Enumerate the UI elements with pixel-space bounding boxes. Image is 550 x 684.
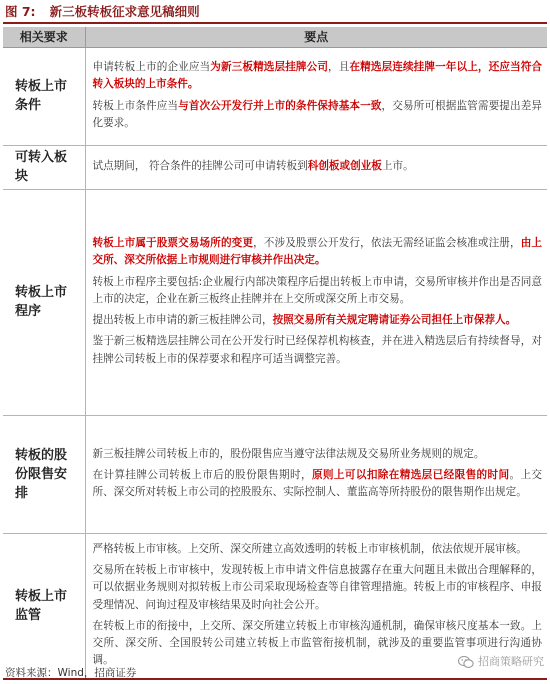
points-cell: [85, 47, 547, 145]
point-text: 上市。: [381, 159, 414, 172]
point-text: ，不涉及股票公开发行，依法无需经证监会核准或注册，: [253, 237, 521, 250]
point-text: 鉴于新三板精选层挂牌公司在公开发行时已经保荐机构核查，并在进入精选层后有持续督导，对挂牌公司转板上市的保荐要求和程序可适当调整完善。: [92, 335, 542, 365]
table-row: [3, 145, 547, 189]
figure-label: 图 7:: [5, 4, 36, 19]
point-text: 新三板挂牌公司转板上市的，股份限售应当遵守法律法规及交易所业务规则的规定。: [92, 447, 485, 460]
highlight-text: 按照交易所有关规定聘请证券公司担任上市保荐人。: [272, 314, 517, 327]
requirement-cell: 转板上市程序: [3, 189, 85, 415]
point-text: 。上交所、深交所对转板上市公司的控股股东、实际控制人、董监高等所持股份的限售期作出规定。: [92, 468, 543, 499]
point-paragraph: [93, 158, 543, 175]
point-text: 申请转板上市的企业应当: [92, 61, 211, 74]
point-text: 在计算挂牌公司转板上市后的股份限售期时，: [92, 468, 312, 481]
point-text: ，且: [328, 61, 350, 74]
point-text: ，交易所可根据监管需要提出差异化要求。: [92, 99, 543, 129]
requirement-cell: 转板的股份限售安排: [3, 415, 85, 533]
point-paragraph: [93, 446, 543, 463]
watermark-text: 招商策略研究: [478, 655, 544, 668]
table-row: [3, 415, 547, 533]
table-row: [3, 47, 547, 145]
point-text: 提出转板上市申请的新三板挂牌公司，: [92, 314, 273, 327]
highlight-text: 转板上市属于股票交易场所的变更: [92, 237, 254, 250]
point-paragraph: [93, 98, 543, 132]
table-header-row: [3, 27, 547, 47]
source-note: 资料来源：Wind，招商证券: [5, 667, 137, 679]
highlight-text: 由上交所、深交所依据上市规则进行审核并作出决定。: [92, 237, 543, 267]
point-paragraph: [93, 235, 543, 269]
requirement-cell: 可转入板块: [3, 145, 85, 189]
point-text: 交易所在转板上市审核中，发现转板上市申请文件信息披露存在重大问题且未做出合理解释的，可以依据业务规则对拟转板上市公司采取现场检查等自律管理措施。转板上市的审核程序、申报受理情况、问询过程及审核结果及时向社会公开。: [92, 564, 542, 611]
points-cell: [85, 189, 547, 415]
point-paragraph: [93, 274, 543, 308]
watermark: [458, 655, 544, 669]
point-text: 转板上市条件应当: [92, 99, 179, 112]
highlight-text: 与首次公开发行并上市的条件保持基本一致: [178, 99, 382, 112]
table-row: [3, 189, 547, 415]
requirements-table: [3, 27, 547, 680]
point-text: 严格转板上市审核。上交所、深交所建立高效透明的转板上市审核机制，依法依规开展审核。: [92, 543, 527, 556]
figure-caption: 新三板转板征求意见稿细则: [49, 4, 200, 19]
figure-title: [3, 2, 547, 24]
point-text: 试点期间， 符合条件的挂牌公司可申请转板到: [92, 159, 308, 172]
highlight-text: 在精选层连续挂牌一年以上，还应当符合转入板块的上市条件。: [92, 61, 543, 91]
wechat-icon: [458, 655, 474, 669]
highlight-text: 原则上可以扣除在精选层已经限售的时间: [311, 468, 510, 481]
point-text: 在转板上市的衔接中，上交所、深交所建立转板上市审核沟通机制，确保审核尺度基本一致。上交所、深交所、全国股转公司建立转板上市监管衔接机制，就涉及的重要监管事项进行沟通协调。: [92, 619, 542, 667]
points-cell: [85, 415, 547, 533]
header-points: 要点: [85, 27, 547, 47]
point-text: 转板上市程序主要包括:企业履行内部决策程序后提出转板上市申请，交易所审核并作出是否同意上市的决定，企业在新三板终止挂牌并在上交所或深交所上市交易。: [92, 275, 542, 305]
header-requirement: 相关要求: [3, 27, 85, 47]
requirement-cell: 转板上市条件: [3, 47, 85, 145]
highlight-text: 科创板或创业板: [307, 159, 382, 172]
point-paragraph: [93, 467, 543, 501]
points-cell: [85, 145, 547, 189]
point-paragraph: [93, 59, 543, 93]
point-paragraph: [93, 562, 543, 614]
requirement-cell: 转板上市监管: [3, 533, 85, 679]
point-paragraph: [93, 541, 543, 558]
highlight-text: 为新三板精选层挂牌公司: [210, 61, 329, 74]
point-paragraph: [93, 312, 543, 329]
point-paragraph: [93, 333, 543, 367]
